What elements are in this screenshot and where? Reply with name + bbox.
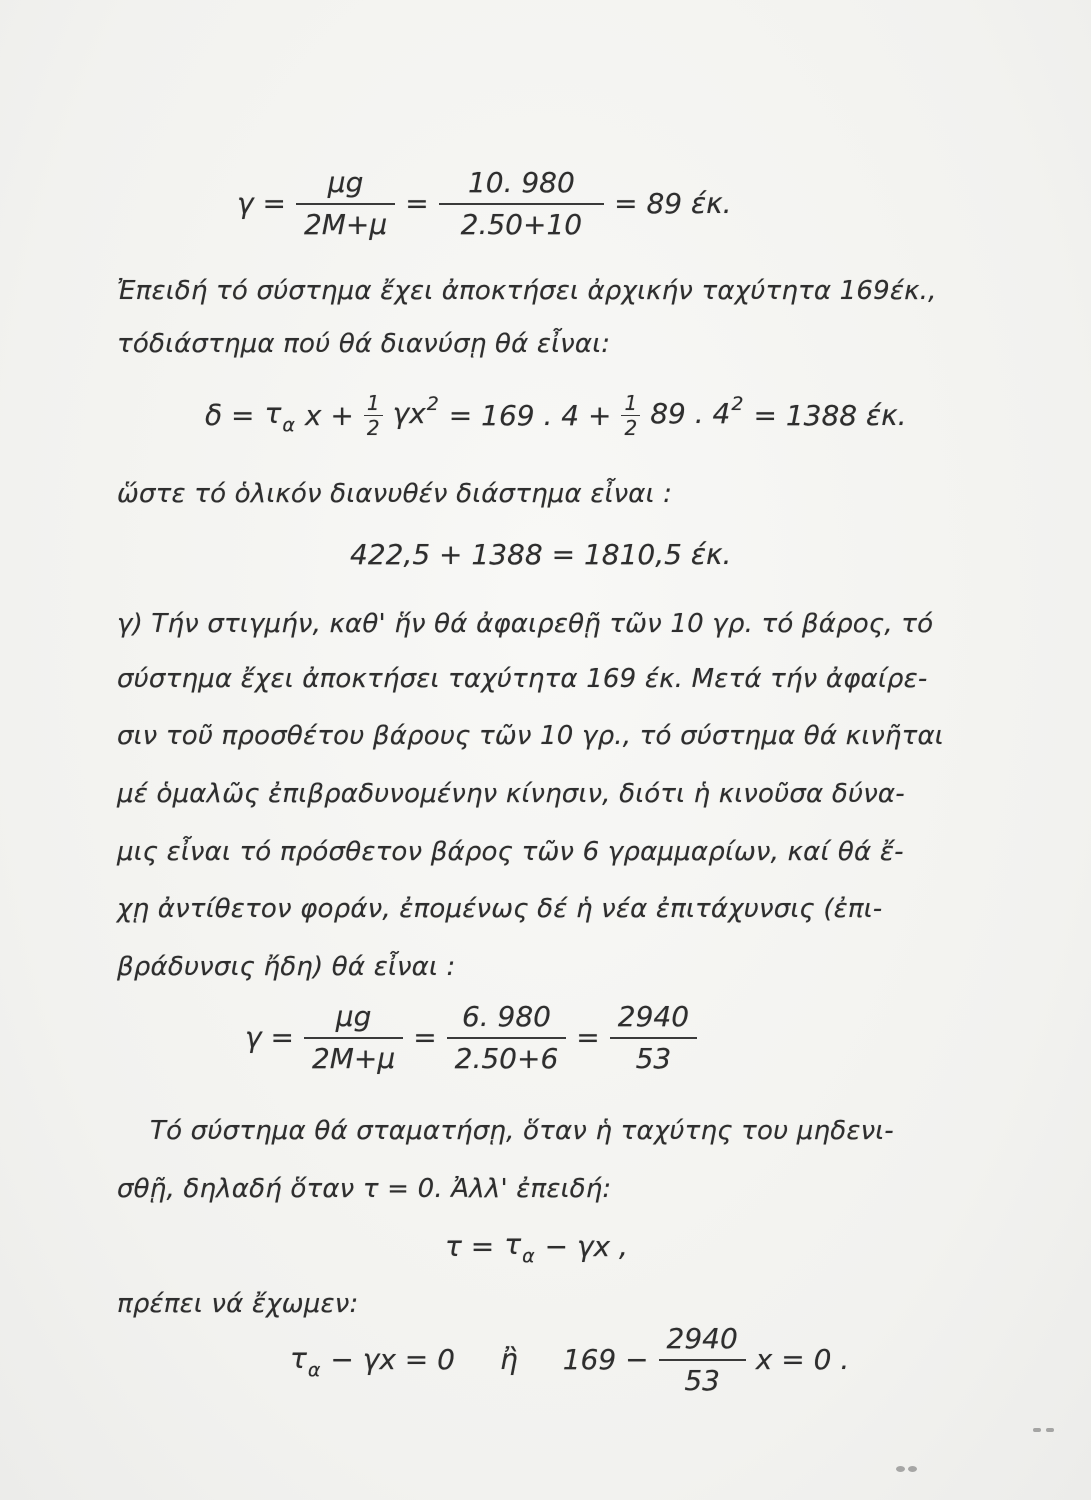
text-line: τόδιάστημα πού θά διανύσῃ θά εἶναι: (117, 329, 611, 359)
fraction-numerator: 10. 980 (467, 166, 575, 199)
fraction (304, 1000, 403, 1076)
half-fraction (364, 392, 383, 439)
text-line: σύστημα ἔχει ἀποκτήσει ταχύτητα 169 έκ. Μετά τήν ἀφαίρε- (117, 664, 928, 694)
text-line: μέ ὁμαλῶς ἐπιβραδυνομένην κίνησιν, διότι ἡ κινοῦσα δύνα- (117, 779, 905, 809)
equals-sign: = (413, 1021, 437, 1054)
scan-mark (1046, 1428, 1054, 1432)
equation-lhs: γ = (245, 1021, 294, 1054)
value-squared (650, 393, 744, 434)
half-fraction (621, 392, 640, 439)
equation-term: − γx = 0 (330, 1343, 455, 1376)
text-line: μις εἶναι τό πρόσθετον βάρος τῶν 6 γραμμαρίων, καί θά ἔ- (117, 837, 904, 867)
equation-term: x = 0 . (755, 1343, 850, 1376)
exponent: 2 (426, 393, 439, 415)
equals-sign: = (405, 187, 429, 220)
equation-term: = 169 . 4 + (448, 398, 612, 432)
text-line: Τό σύστημα θά σταματήσῃ, ὅταν ἡ ταχύτης του μηδενι- (150, 1116, 894, 1146)
fraction-numerator: μg (335, 1000, 372, 1033)
fraction (439, 166, 604, 242)
text-line: σθῇ, δηλαδή ὅταν τ = 0. Ἀλλ' ἐπειδή: (117, 1174, 612, 1204)
equation-lhs: τ = (445, 1229, 495, 1263)
tau-symbol: τ (264, 397, 282, 430)
tau-alpha (290, 1342, 320, 1379)
equation-term: γx (392, 397, 426, 430)
text-line: βράδυνσις ἤδη) θά εἶναι : (117, 952, 456, 982)
alpha-subscript: α (522, 1245, 535, 1267)
equation-term: x + (304, 398, 354, 432)
equation-result: = 89 έκ. (614, 187, 732, 220)
exponent: 2 (731, 393, 744, 415)
text-line: ὥστε τό ὁλικόν διανυθέν διάστημα εἶναι : (117, 479, 673, 509)
equation-term: 89 . 4 (650, 397, 731, 430)
text-line: σιν τοῦ προσθέτου βάρους τῶν 10 γρ., τό σύστημα θά κινῆται (117, 721, 944, 751)
equation-text: 422,5 + 1388 = 1810,5 έκ. (350, 538, 732, 571)
tau-alpha (265, 397, 295, 434)
alpha-subscript: α (307, 1358, 321, 1381)
fraction-denominator: 2 (364, 415, 383, 439)
tau-symbol: τ (290, 1341, 307, 1375)
equation-acceleration-2 (240, 1000, 702, 1076)
fraction (610, 1000, 697, 1076)
equals-sign: = (576, 1021, 600, 1054)
equation-total-distance (345, 538, 736, 572)
or-word: ἢ (499, 1343, 518, 1376)
tau-symbol: τ (504, 1228, 522, 1261)
fraction-denominator: 2M+μ (296, 203, 395, 242)
fraction-denominator: 2 (621, 415, 640, 439)
scan-mark (1033, 1428, 1041, 1432)
equation-stop-condition (285, 1322, 854, 1398)
fraction (659, 1322, 746, 1398)
equation-lhs: γ = (237, 187, 286, 220)
fraction-numerator: 6. 980 (461, 1000, 551, 1033)
scan-mark (896, 1466, 905, 1472)
fraction-denominator: 2.50+6 (447, 1037, 567, 1076)
fraction-numerator: 1 (366, 391, 380, 415)
equation-term: 169 − (562, 1343, 649, 1376)
fraction-denominator: 53 (610, 1037, 697, 1076)
fraction-numerator: μg (327, 166, 364, 199)
fraction-denominator: 2.50+10 (439, 203, 604, 242)
text-line: γ) Τήν στιγμήν, καθ' ἥν θά ἀφαιρεθῇ τῶν 10 γρ. τό βάρος, τό (117, 609, 934, 639)
equation-term: − γx , (544, 1229, 628, 1263)
equation-result: = 1388 έκ. (753, 398, 907, 432)
equation-lhs: δ = (205, 398, 255, 432)
fraction-numerator: 2940 (617, 1000, 690, 1033)
alpha-subscript: α (282, 414, 295, 436)
equation-acceleration-1 (232, 166, 737, 242)
fraction (296, 166, 395, 242)
text-line: χῃ ἀντίθετον φοράν, ἐπομένως δέ ἡ νέα ἐπιτάχυνσις (ἐπι- (117, 894, 883, 924)
scan-mark (908, 1466, 917, 1472)
fraction-numerator: 1 (624, 391, 638, 415)
equation-distance (200, 392, 912, 439)
fraction-numerator: 2940 (666, 1322, 738, 1355)
tau-alpha (504, 1228, 534, 1265)
fraction (447, 1000, 567, 1076)
text-line: πρέπει νά ἔχωμεν: (117, 1289, 359, 1319)
text-line: Ἐπειδή τό σύστημα ἔχει ἀποκτήσει ἀρχικήν ταχύτητα 169έκ., (117, 276, 937, 306)
equation-velocity (440, 1228, 633, 1265)
gamma-x-squared (392, 393, 439, 434)
fraction-denominator: 53 (659, 1359, 746, 1398)
fraction-denominator: 2M+μ (304, 1037, 403, 1076)
